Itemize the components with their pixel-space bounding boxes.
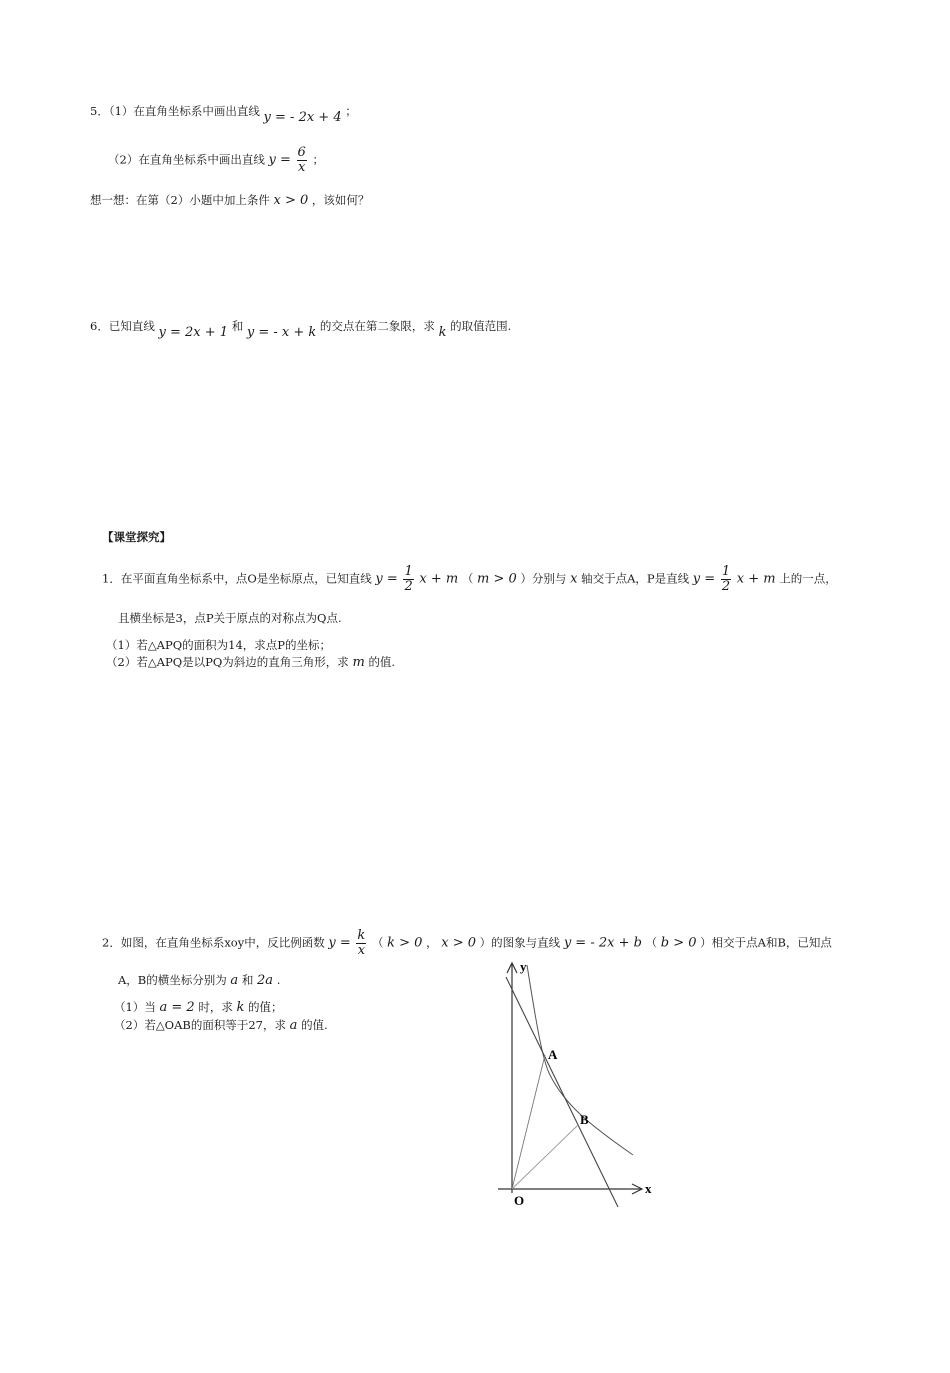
explore-q2-sub2-a-variable: a bbox=[289, 1018, 298, 1033]
q6-prefix: 6．已知直线 bbox=[90, 319, 155, 333]
explore-q1-line2: 且横坐标是3，点P关于原点的对称点为Q点. bbox=[118, 611, 342, 625]
q5-part2-prefix: （2）在直角坐标系中画出直线 bbox=[108, 152, 265, 167]
explore-q1-cond-close: ）分别与 bbox=[520, 571, 567, 586]
explore-q2-cond1-close: ）的图象与直线 bbox=[479, 935, 561, 950]
q6-suffix: 的取值范围. bbox=[450, 319, 512, 333]
explore-q2-a-variable: a bbox=[230, 973, 239, 988]
explore-q2-2a-variable: 2a bbox=[257, 973, 274, 988]
explore-q2-sub1-suffix: 的值； bbox=[248, 1000, 283, 1014]
explore-q1-sub2-suffix: 的值. bbox=[368, 655, 396, 669]
explore-q2-sub1 bbox=[114, 999, 283, 1016]
q6 bbox=[90, 318, 512, 340]
segment-ob bbox=[512, 1125, 578, 1189]
explore-q2-sub2-prefix: （2）若△OAB的面积等于27，求 bbox=[114, 1018, 286, 1032]
explore-q2-cond2: x > 0 bbox=[441, 935, 477, 951]
label-x: x bbox=[645, 1181, 652, 1196]
explore-q2-cond3-open: （ bbox=[645, 935, 658, 950]
explore-q1-rhs1: x + m bbox=[419, 571, 459, 587]
q5-part1-equation: y = - 2x + 4 bbox=[263, 110, 342, 125]
explore-q1-fraction1-den: 2 bbox=[404, 579, 413, 594]
explore-q2-and: 和 bbox=[241, 973, 254, 987]
explore-q2-lhs: y = bbox=[328, 935, 351, 951]
explore-q1-fraction2-den: 2 bbox=[721, 579, 731, 594]
explore-q1-suffix: 上的一点， bbox=[779, 571, 837, 586]
explore-q1-fraction1-num: 1 bbox=[404, 564, 413, 579]
q5-part2-lhs: y = bbox=[268, 152, 291, 168]
explore-q2-suffix: ）相交于点A和B，已知点 bbox=[700, 935, 832, 950]
explore-q1-line1 bbox=[102, 565, 837, 594]
label-y: y bbox=[520, 959, 527, 974]
explore-q1-prefix: 1．在平面直角坐标系中，点O是坐标原点，已知直线 bbox=[102, 571, 372, 586]
q5-part1-suffix: ； bbox=[345, 104, 357, 118]
explore-q1-fraction2 bbox=[721, 565, 731, 594]
label-a: A bbox=[548, 1047, 558, 1062]
label-o: O bbox=[514, 1193, 525, 1208]
explore-q2-line-equation: y = - 2x + b bbox=[563, 935, 642, 951]
explore-q2-fraction-num: k bbox=[357, 928, 366, 943]
q5-part2-fraction bbox=[297, 146, 307, 175]
explore-q2-prefix: 2．如图，在直角坐标系xoy中，反比例函数 bbox=[102, 935, 325, 950]
explore-q2-line2 bbox=[118, 972, 280, 989]
explore-q1-cond-open: （ bbox=[461, 571, 474, 586]
explore-q2-sub1-condition: a = 2 bbox=[159, 1000, 195, 1015]
explore-q2-sub1-k-variable: k bbox=[236, 1000, 245, 1015]
explore-q1-sub2-prefix: （2）若△APQ是以PQ为斜边的直角三角形，求 bbox=[106, 655, 349, 669]
explore-q2-cond1-open: （ bbox=[371, 935, 384, 950]
explore-q2-cond1: k > 0 bbox=[387, 935, 423, 951]
q5-think-condition: x > 0 bbox=[273, 193, 309, 208]
q6-k-variable: k bbox=[438, 325, 447, 340]
straight-line bbox=[506, 977, 618, 1207]
explore-q1-lhs1: y = bbox=[375, 571, 398, 587]
explore-q2-sub2 bbox=[114, 1017, 328, 1034]
q6-middle: 的交点在第二象限，求 bbox=[319, 319, 435, 333]
q5-part2 bbox=[108, 146, 324, 175]
explore-q1-mid: 轴交于点A，P是直线 bbox=[581, 571, 690, 586]
explore-q1-fraction1 bbox=[403, 565, 413, 594]
segment-oa bbox=[512, 1055, 545, 1189]
explore-q1-sub1: （1）若△APQ的面积为14，求点P的坐标； bbox=[106, 638, 332, 652]
explore-q2-sub2-suffix: 的值. bbox=[301, 1018, 328, 1032]
q5-part2-denominator: x bbox=[297, 160, 306, 175]
q5-think-prefix: 想一想：在第（2）小题中加上条件 bbox=[90, 193, 270, 207]
q6-and: 和 bbox=[231, 319, 244, 333]
explore-q1-x-variable: x bbox=[570, 571, 578, 587]
explore-q2-line1 bbox=[102, 929, 832, 958]
explore-q1-lhs2: y = bbox=[692, 571, 716, 587]
explore-q2-line2-prefix: A，B的横坐标分别为 bbox=[118, 973, 227, 987]
explore-q2-cond3: b > 0 bbox=[660, 935, 697, 951]
q5-part2-numerator: 6 bbox=[297, 145, 306, 160]
q5-part2-suffix: ； bbox=[312, 152, 324, 167]
q6-line2-equation: y = - x + k bbox=[246, 325, 317, 340]
explore-q1-sub2 bbox=[106, 654, 395, 671]
explore-q2-comma: ， bbox=[426, 935, 438, 950]
explore-q1-sub2-m-variable: m bbox=[352, 655, 365, 670]
q5-part1 bbox=[90, 103, 357, 125]
explore-q2-sub1-prefix: （1）当 bbox=[114, 1000, 156, 1014]
explore-q1-rhs2: x + m bbox=[736, 571, 776, 587]
explore-q1-condition: m > 0 bbox=[477, 571, 517, 587]
q5-part1-prefix: 5．（1）在直角坐标系中画出直线 bbox=[90, 104, 260, 118]
explore-heading: 【课堂探究】 bbox=[102, 530, 171, 544]
explore-q2-sub1-mid: 时，求 bbox=[198, 1000, 233, 1014]
label-b: B bbox=[580, 1112, 589, 1127]
explore-q2-fraction-den: x bbox=[357, 943, 366, 958]
explore-q2-fraction bbox=[356, 929, 366, 958]
q5-think-suffix: ，该如何？ bbox=[311, 193, 370, 207]
q6-line1-equation: y = 2x + 1 bbox=[158, 325, 229, 340]
coordinate-figure bbox=[490, 955, 660, 1215]
explore-q2-line2-suffix: . bbox=[276, 973, 281, 987]
q5-think bbox=[90, 192, 369, 209]
explore-q1-fraction2-num: 1 bbox=[721, 564, 731, 579]
